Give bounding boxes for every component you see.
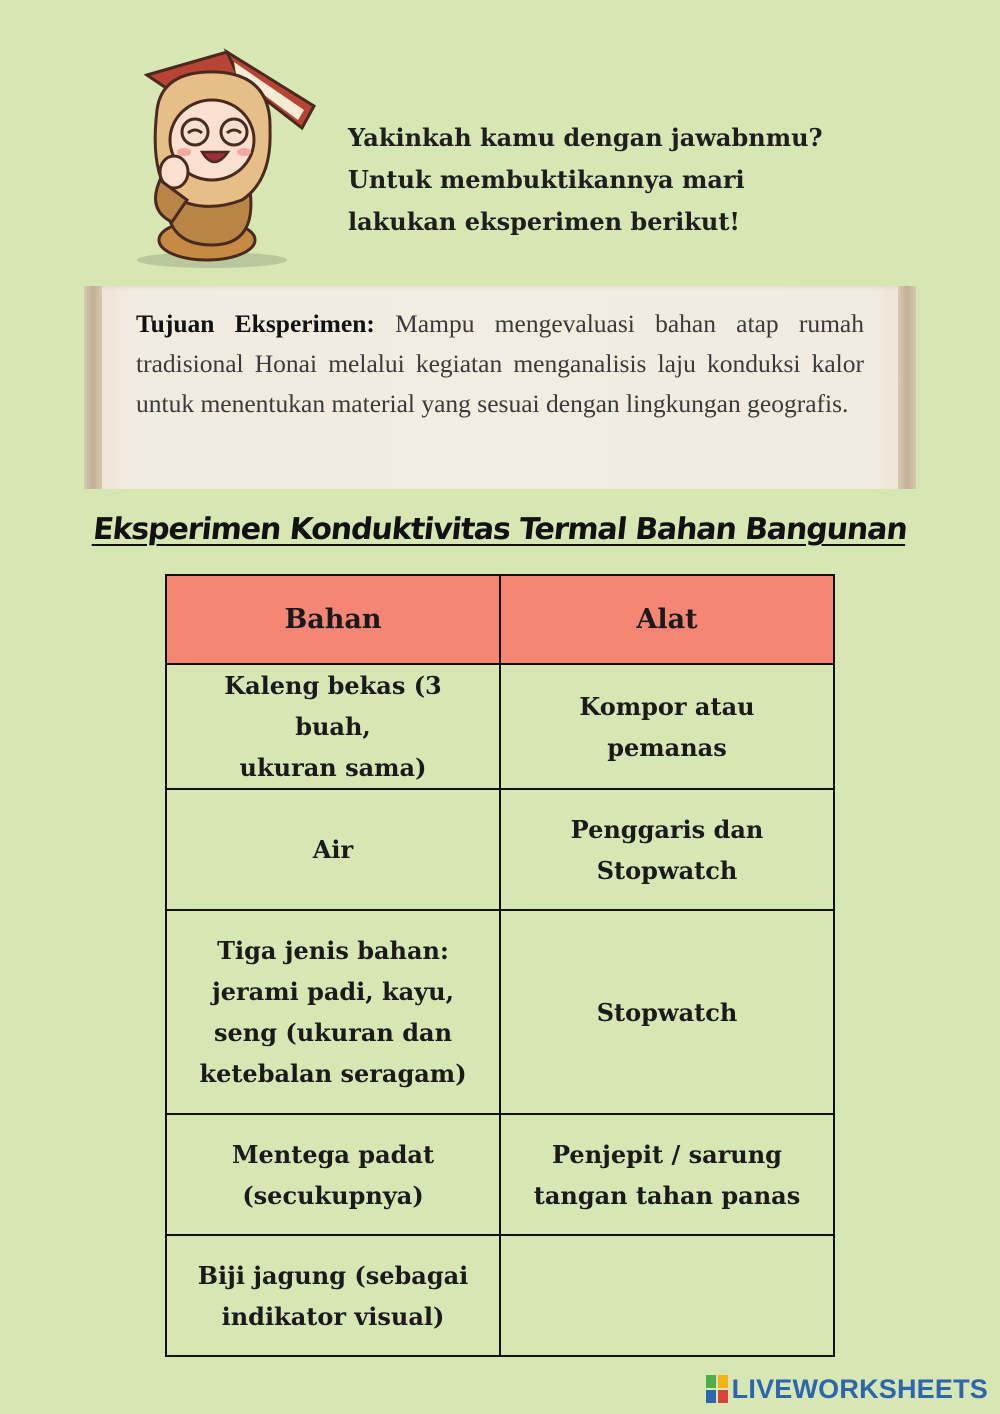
liveworksheets-brand[interactable] (706, 1372, 988, 1406)
cell-line: jerami padi, kayu, (212, 977, 454, 1006)
table-row (166, 664, 834, 789)
bahan-cell (166, 1235, 500, 1356)
header-alat: Alat (500, 575, 834, 664)
cell-line: indikator visual) (221, 1301, 445, 1331)
cell-line: tangan tahan panas (533, 1180, 801, 1210)
cell-line: ukuran sama) (239, 753, 427, 782)
table-row (166, 789, 834, 910)
bahan-cell (166, 1114, 500, 1235)
cell-line: pemanas (607, 732, 727, 762)
goal-label: Tujuan Eksperimen: (136, 309, 375, 338)
cell-line: Stopwatch (596, 997, 738, 1027)
intro-line: Yakinkah kamu dengan jawabnmu? (348, 123, 823, 152)
cell-line: Air (312, 835, 354, 864)
cell-line: Mentega padat (231, 1139, 435, 1169)
table-row (166, 1114, 834, 1235)
intro-line: lakukan eksperimen berikut! (348, 207, 740, 236)
cell-line: Penjepit / sarung (552, 1139, 782, 1169)
table-header-row (166, 575, 834, 664)
bahan-cell (166, 789, 500, 910)
intro-line: Untuk membuktikannya mari (348, 165, 745, 194)
table-row (166, 910, 834, 1114)
cell-line: (secukupnya) (242, 1180, 424, 1210)
header-bahan: Bahan (166, 575, 500, 664)
goal-text: Mampu mengevaluasi bahan atap rumah tradisional Honai melalui kegiatan menganalisis laju konduksi kalor untuk menentukan material yang sesuai dengan lingkungan geografis. (136, 309, 864, 418)
bahan-cell (166, 664, 500, 789)
brand-name: LIVEWORKSHEETS (731, 1373, 988, 1404)
intro-text (348, 117, 868, 243)
alat-cell (500, 664, 834, 789)
cell-line: Kaleng bekas (3 buah, (224, 671, 442, 741)
page-title: Eksperimen Konduktivitas Termal Bahan Bangunan (91, 512, 909, 547)
liveworksheets-logo-icon (706, 1375, 728, 1403)
cell-line: Penggaris dan (570, 814, 764, 844)
goal-paragraph (136, 304, 864, 424)
cell-line: Stopwatch (596, 855, 738, 885)
goal-scroll-box (84, 286, 916, 489)
cell-line: seng (ukuran dan (213, 1018, 453, 1047)
bahan-cell (166, 910, 500, 1114)
cell-line: ketebalan seragam) (199, 1059, 467, 1088)
table-row (166, 1235, 834, 1356)
cell-line: Biji jagung (sebagai (197, 1260, 469, 1290)
alat-cell (500, 910, 834, 1114)
cell-line: Tiga jenis bahan: (217, 936, 449, 965)
materials-table (165, 574, 835, 1357)
alat-cell (500, 789, 834, 910)
cell-line: Kompor atau (579, 691, 755, 721)
alat-cell (500, 1114, 834, 1235)
alat-cell (500, 1235, 834, 1356)
mascot-illustration (132, 40, 322, 270)
